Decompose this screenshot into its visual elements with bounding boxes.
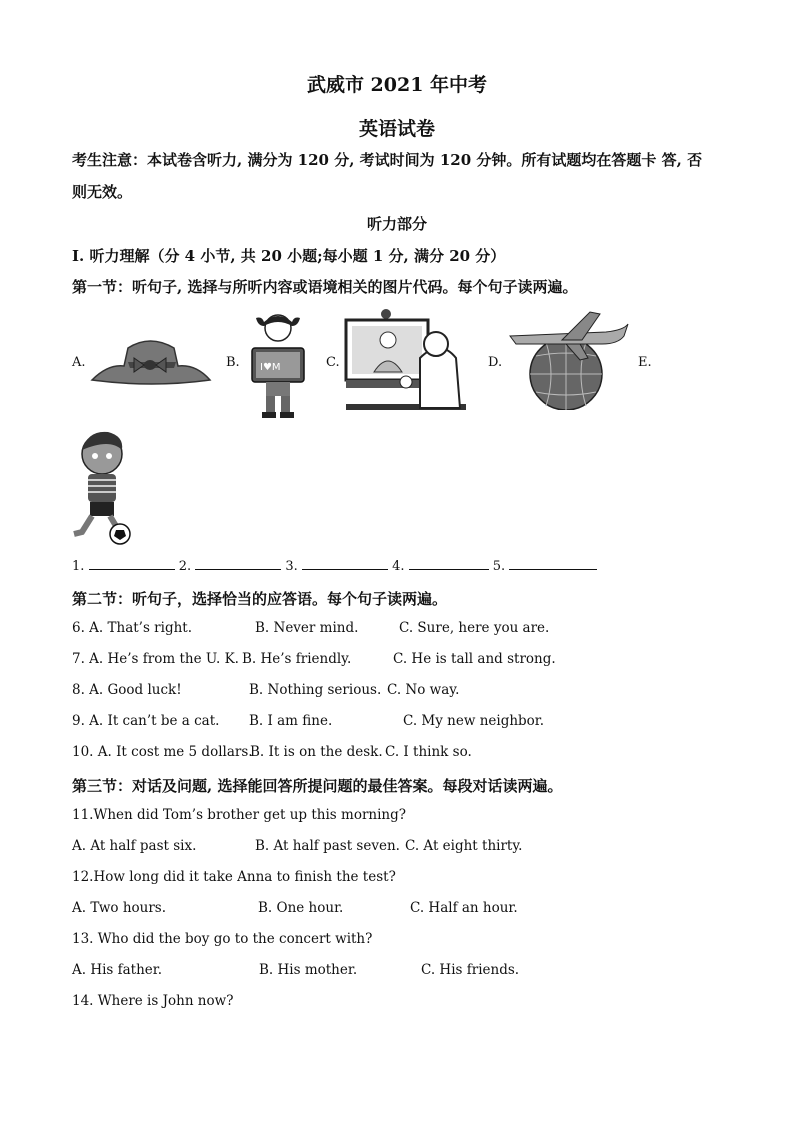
q6-option-b: B. Never mind. [255, 620, 359, 636]
option-label-b: B. [226, 355, 240, 370]
sec3-instruction: 第三节：对话及问题, 选择能回答所提问题的最佳答案。每段对话读两遍。 [72, 777, 563, 795]
airplane-globe-icon [506, 310, 630, 410]
q10-option-c: C. I think so. [385, 744, 472, 760]
q6-option-a: 6. A. That’s right. [72, 620, 193, 636]
part-title: 听力部分 [366, 215, 427, 233]
q12-text: 12.How long did it take Anna to finish the test? [72, 869, 396, 885]
boy-soccer-icon [70, 428, 134, 546]
q9-option-c: C. My new neighbor. [403, 713, 545, 729]
q13-option-a: A. His father. [72, 962, 163, 978]
exam-subtitle: 英语试卷 [358, 118, 435, 140]
q8-option-c: C. No way. [387, 682, 460, 698]
exam-title: 武威市 2021 年中考 [306, 74, 488, 96]
q11-option-b: B. At half past seven. [255, 838, 400, 854]
q10-option-b: B. It is on the desk. [250, 744, 383, 760]
svg-text:I♥M: I♥M [260, 362, 281, 373]
q7-option-b: B. He’s friendly. [242, 651, 352, 667]
option-label-e: E. [638, 355, 652, 370]
blank-label-1: 1. [72, 559, 85, 574]
hat-icon [88, 328, 214, 388]
section-i-heading: I. 听力理解（分 4 小节, 共 20 小题;每小题 1 分, 满分 20 分） [72, 247, 506, 265]
notice-line-2: 则无效。 [72, 183, 133, 201]
answer-blanks [72, 557, 597, 574]
blank-4[interactable] [409, 557, 489, 570]
q11-text: 11.When did Tom’s brother get up this morning? [72, 807, 406, 823]
sec1-instruction: 第一节：听句子, 选择与所听内容或语境相关的图片代码。每个句子读两遍。 [72, 278, 578, 296]
blank-label-2: 2. [178, 559, 192, 574]
q11-option-c: C. At eight thirty. [405, 838, 523, 854]
q12-option-c: C. Half an hour. [410, 900, 518, 916]
q12-option-a: A. Two hours. [72, 900, 167, 916]
q13-option-c: C. His friends. [421, 962, 520, 978]
blank-label-4: 4. [392, 559, 405, 574]
blank-2[interactable] [195, 557, 281, 570]
blank-label-5: 5. [492, 559, 506, 574]
q8-option-a: 8. A. Good luck! [72, 682, 182, 698]
sec2-instruction: 第二节：听句子，选择恰当的应答语。每个句子读两遍。 [72, 590, 448, 608]
notice-line-1: 考生注意：本试卷含听力, 满分为 120 分, 考试时间为 120 分钟。所有试题均在答题卡 答, 否 [72, 151, 703, 169]
blank-1[interactable] [89, 557, 175, 570]
q10-option-a: 10. A. It cost me 5 dollars. [72, 744, 253, 760]
q14-text: 14. Where is John now? [72, 993, 234, 1009]
blank-5[interactable] [509, 557, 597, 570]
q7-option-a: 7. A. He’s from the U. K. [72, 651, 239, 667]
q6-option-c: C. Sure, here you are. [399, 620, 550, 636]
option-label-d: D. [488, 355, 503, 370]
q13-option-b: B. His mother. [259, 962, 358, 978]
blank-label-3: 3. [285, 559, 298, 574]
blank-3[interactable] [302, 557, 388, 570]
q13-text: 13. Who did the boy go to the concert with? [72, 931, 373, 947]
q12-option-b: B. One hour. [258, 900, 344, 916]
video-call-icon [344, 308, 468, 412]
q8-option-b: B. Nothing serious. [249, 682, 382, 698]
q9-option-a: 9. A. It can’t be a cat. [72, 713, 220, 729]
option-label-a: A. [72, 355, 86, 370]
q7-option-c: C. He is tall and strong. [393, 651, 556, 667]
q11-option-a: A. At half past six. [72, 838, 197, 854]
q9-option-b: B. I am fine. [249, 713, 333, 729]
girl-ilovemath-icon [244, 308, 312, 420]
option-label-c: C. [326, 355, 340, 370]
